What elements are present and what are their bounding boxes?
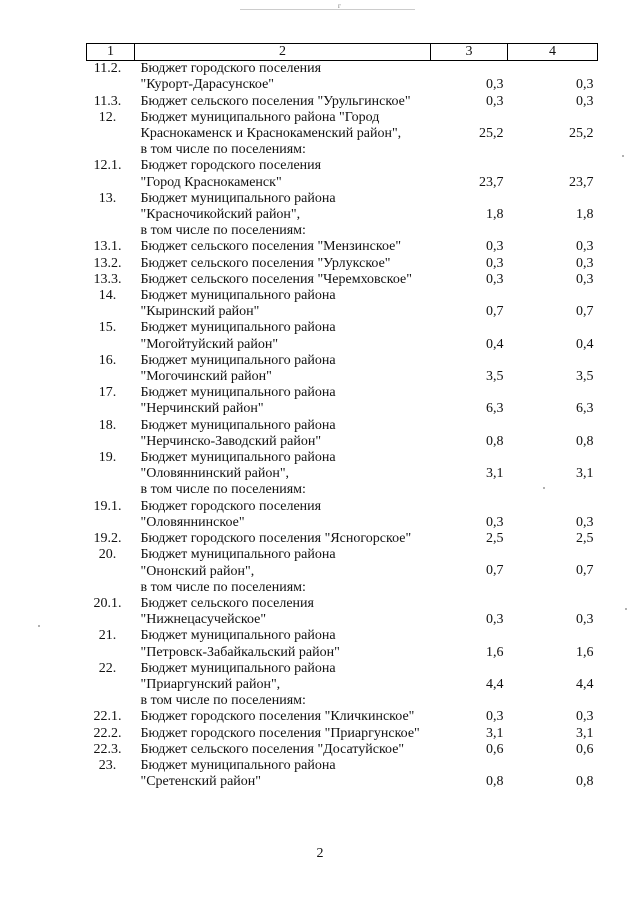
table-row (87, 709, 598, 725)
value-col-4: 0,8 (576, 774, 594, 790)
row-number: 13. (98, 190, 117, 206)
budget-name-line: Бюджет муниципального района (140, 547, 336, 563)
budget-name-line: "Оловяннинское" (140, 514, 245, 530)
budget-name (135, 385, 431, 417)
table-row (87, 256, 598, 272)
value-col-3: 3,5 (486, 369, 504, 385)
budget-name-line: Бюджет городского поселения (140, 158, 322, 174)
budget-name-line: Бюджет сельского поселения (140, 595, 314, 611)
table-row (87, 661, 598, 710)
table-row (87, 272, 598, 288)
budget-name-line: Бюджет муниципального района "Город (140, 109, 380, 125)
value-col-3: 3,1 (486, 466, 504, 482)
value-col-3: 0,7 (486, 304, 504, 320)
header-col-1: 1 (87, 44, 135, 61)
value-col-4: 0,3 (576, 255, 594, 271)
row-number: 22.2. (93, 725, 122, 741)
row-number: 16. (98, 352, 117, 368)
budget-name (135, 628, 431, 660)
row-number: 22. (98, 660, 117, 676)
budget-name-line: Бюджет муниципального района (140, 417, 336, 433)
row-number: 13.3. (93, 271, 122, 287)
table-body (87, 61, 598, 791)
budget-name-line: "Оловяннинский район", (140, 466, 290, 482)
budget-name (135, 661, 431, 710)
value-col-3: 0,8 (486, 774, 504, 790)
row-number: 22.1. (93, 709, 122, 725)
budget-name-line: "Нерчинско-Заводский район" (140, 433, 322, 449)
budget-name (135, 94, 431, 110)
value-col-3: 0,3 (486, 255, 504, 271)
value-col-4: 3,1 (576, 725, 594, 741)
budget-name (135, 256, 431, 272)
value-col-4: 0,3 (576, 239, 594, 255)
value-col-4: 0,7 (576, 304, 594, 320)
value-col-3: 3,1 (486, 725, 504, 741)
table-row (87, 94, 598, 110)
row-number: 22.3. (93, 741, 122, 757)
value-col-4: 3,1 (576, 466, 594, 482)
budget-name-line: "Красночикойский район", (140, 207, 301, 223)
table-row (87, 288, 598, 320)
row-number: 11.2. (93, 61, 122, 77)
value-col-3: 0,8 (486, 433, 504, 449)
value-col-3: 0,4 (486, 336, 504, 352)
header-col-2: 2 (135, 44, 431, 61)
budget-name (135, 450, 431, 499)
value-col-4: 0,8 (576, 433, 594, 449)
budget-name-line: Бюджет муниципального района (140, 385, 336, 401)
budget-name-line: в том числе по поселениям: (140, 142, 306, 158)
scan-speck (38, 625, 40, 627)
budget-name-line: Бюджет муниципального района (140, 450, 336, 466)
table-row (87, 726, 598, 742)
budget-name (135, 191, 431, 240)
value-col-3: 2,5 (486, 531, 504, 547)
value-col-3: 0,6 (486, 741, 504, 757)
budget-name (135, 353, 431, 385)
budget-name-line: Бюджет сельского поселения "Черемховское" (140, 271, 412, 287)
table-row (87, 547, 598, 596)
table-row (87, 158, 598, 190)
budget-name-line: "Нерчинский район" (140, 401, 264, 417)
value-col-4: 0,3 (576, 93, 594, 109)
table-row (87, 385, 598, 417)
budget-name (135, 531, 431, 547)
table-row (87, 758, 598, 790)
value-col-3: 0,3 (486, 612, 504, 628)
budget-name (135, 547, 431, 596)
row-number: 12.1. (93, 158, 122, 174)
scan-speck (543, 487, 545, 489)
row-number: 15. (98, 320, 117, 336)
value-col-4: 0,6 (576, 741, 594, 757)
row-number: 11.3. (93, 93, 122, 109)
value-col-4: 0,7 (576, 563, 594, 579)
row-number: 18. (98, 417, 117, 433)
table-row (87, 320, 598, 352)
table-row (87, 742, 598, 758)
table-row (87, 499, 598, 531)
scan-top-rule (240, 9, 415, 10)
value-col-4: 0,3 (576, 612, 594, 628)
budget-name (135, 499, 431, 531)
row-number: 23. (98, 757, 117, 773)
page-number: 2 (316, 846, 324, 861)
budget-name (135, 742, 431, 758)
budget-name-line: Бюджет муниципального района (140, 320, 336, 336)
table-row (87, 531, 598, 547)
value-col-3: 6,3 (486, 401, 504, 417)
budget-name-line: Бюджет муниципального района (140, 288, 336, 304)
budget-name (135, 61, 431, 94)
table-row (87, 628, 598, 660)
budget-name-line: Бюджет сельского поселения "Мензинское" (140, 239, 402, 255)
budget-name (135, 158, 431, 190)
value-col-3: 0,3 (486, 514, 504, 530)
budget-name (135, 110, 431, 159)
value-col-4: 0,3 (576, 77, 594, 93)
budget-name-line: "Кыринский район" (140, 304, 260, 320)
budget-name-line: Бюджет муниципального района (140, 757, 336, 773)
scan-speck (622, 155, 624, 157)
budget-name (135, 418, 431, 450)
value-col-4: 6,3 (576, 401, 594, 417)
budget-table (86, 43, 598, 790)
value-col-3: 0,3 (486, 271, 504, 287)
value-col-4: 0,3 (576, 514, 594, 530)
budget-name-line: в том числе по поселениям: (140, 579, 306, 595)
budget-name-line: Бюджет городского поселения (140, 61, 322, 77)
budget-name-line: в том числе по поселениям: (140, 223, 306, 239)
budget-name-line: Бюджет муниципального района (140, 660, 336, 676)
row-number: 14. (98, 288, 117, 304)
budget-name-line: Бюджет городского поселения "Ясногорское" (140, 531, 412, 547)
budget-name-line: Бюджет муниципального района (140, 190, 336, 206)
value-col-3: 0,3 (486, 77, 504, 93)
budget-name (135, 726, 431, 742)
value-col-3: 4,4 (486, 676, 504, 692)
value-col-4: 2,5 (576, 531, 594, 547)
budget-name-line: "Петровск-Забайкальский район" (140, 644, 340, 660)
budget-name-line: в том числе по поселениям: (140, 693, 306, 709)
value-col-3: 23,7 (479, 174, 504, 190)
value-col-3: 0,3 (486, 93, 504, 109)
value-col-4: 1,8 (576, 207, 594, 223)
value-col-4: 23,7 (569, 174, 594, 190)
row-number: 13.2. (93, 255, 122, 271)
budget-name-line: "Ононский район", (140, 563, 255, 579)
header-col-3: 3 (431, 44, 508, 61)
row-number: 13.1. (93, 239, 122, 255)
budget-name-line: в том числе по поселениям: (140, 482, 306, 498)
value-col-4: 0,3 (576, 271, 594, 287)
budget-name-line: Краснокаменск и Краснокаменский район", (140, 126, 402, 142)
value-col-3: 1,8 (486, 207, 504, 223)
budget-name (135, 239, 431, 255)
table-row (87, 450, 598, 499)
budget-name (135, 758, 431, 790)
row-number: 19.1. (93, 498, 122, 514)
value-col-4: 4,4 (576, 676, 594, 692)
budget-name (135, 709, 431, 725)
row-number: 17. (98, 385, 117, 401)
row-number: 20. (98, 547, 117, 563)
value-col-4: 1,6 (576, 644, 594, 660)
value-col-3: 0,7 (486, 563, 504, 579)
budget-name-line: "Приаргунский район", (140, 676, 281, 692)
budget-name-line: Бюджет сельского поселения "Урлукское" (140, 255, 391, 271)
table-row (87, 353, 598, 385)
budget-name (135, 272, 431, 288)
value-col-3: 0,3 (486, 709, 504, 725)
table-row (87, 239, 598, 255)
row-number: 20.1. (93, 595, 122, 611)
value-col-4: 0,4 (576, 336, 594, 352)
value-col-4: 0,3 (576, 709, 594, 725)
row-number: 12. (98, 109, 117, 125)
budget-name-line: "Могойтуйский район" (140, 336, 279, 352)
budget-name-line: Бюджет городского поселения (140, 498, 322, 514)
table-row (87, 110, 598, 159)
budget-name-line: "Курорт-Дарасунское" (140, 77, 274, 93)
budget-name-line: Бюджет сельского поселения "Урульгинское" (140, 93, 411, 109)
row-number: 19.2. (93, 531, 122, 547)
budget-name-line: "Город Краснокаменск" (140, 174, 282, 190)
budget-name-line: Бюджет городского поселения "Кличкинское" (140, 709, 415, 725)
value-col-3: 1,6 (486, 644, 504, 660)
value-col-3: 25,2 (479, 126, 504, 141)
table-row (87, 61, 598, 94)
header-col-4: 4 (508, 44, 598, 61)
row-number: 21. (98, 628, 117, 644)
budget-name (135, 320, 431, 352)
budget-name (135, 596, 431, 628)
table-row (87, 596, 598, 628)
budget-name-line: Бюджет сельского поселения "Досатуйское" (140, 741, 405, 757)
budget-name-line: "Нижнецасучейское" (140, 612, 267, 628)
budget-name (135, 288, 431, 320)
row-number: 19. (98, 450, 117, 466)
page-mark: г (338, 2, 341, 10)
table-row (87, 418, 598, 450)
table-row (87, 191, 598, 240)
value-col-3: 0,3 (486, 239, 504, 255)
value-col-4: 25,2 (569, 126, 594, 141)
budget-name-line: Бюджет муниципального района (140, 352, 336, 368)
budget-name-line: "Сретенский район" (140, 774, 262, 790)
value-col-4: 3,5 (576, 369, 594, 385)
scan-speck (625, 608, 627, 610)
table-header (87, 44, 598, 61)
header-row (87, 44, 598, 61)
budget-name-line: Бюджет муниципального района (140, 628, 336, 644)
budget-name-line: Бюджет городского поселения "Приаргунское" (140, 725, 420, 741)
budget-name-line: "Могочинский район" (140, 369, 272, 385)
